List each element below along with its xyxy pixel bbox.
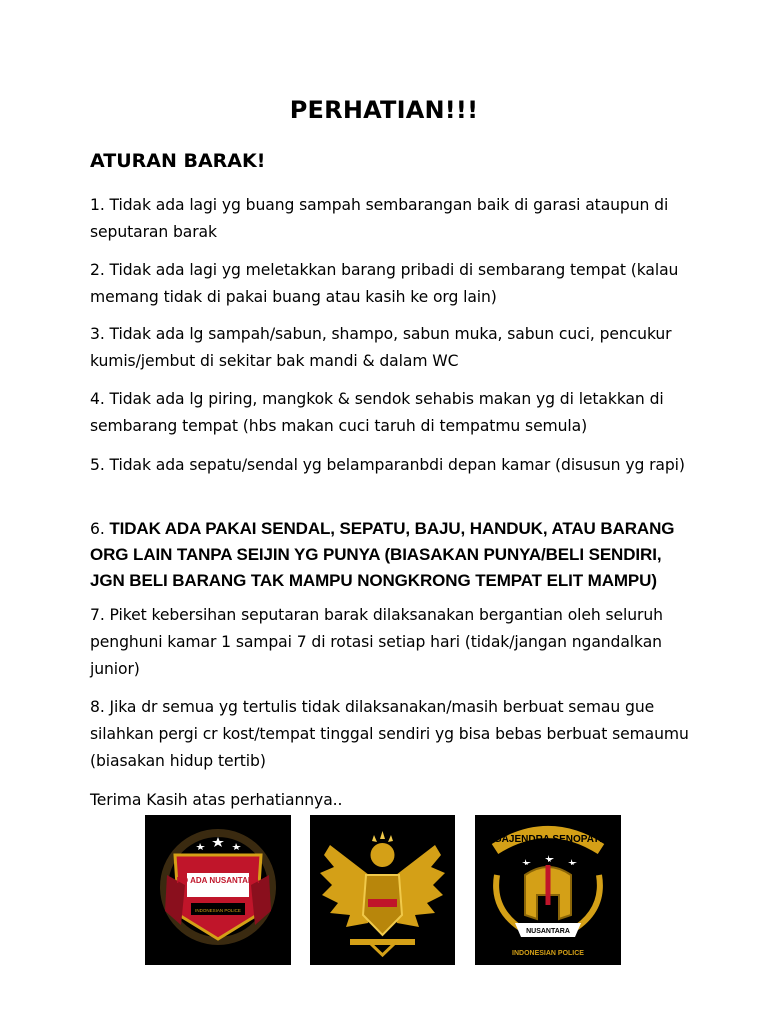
rule-7: 7. Piket kebersihan seputaran barak dilaksanakan bergantian oleh seluruh penghuni kamar 1 sampai 7 di rotasi setiap hari (tidak/jangan ngandalkan junior) (90, 606, 663, 678)
red-shield-emblem-icon (145, 815, 291, 965)
logo-1-text: PO ADA NUSANTARA (176, 876, 260, 885)
logo-3-text: GAJENDRA SENOPATI (493, 834, 603, 845)
rule-6-text: TIDAK ADA PAKAI SENDAL, SEPATU, BAJU, HANDUK, ATAU BARANG ORG LAIN TANPA SEIJIN YG PUNYA (BIASAKAN PUNYA/BELI SENDIRI, JGN BELI BARANG TAK MAMPU NONGKRONG TEMPAT ELIT MAMPU) (90, 519, 675, 590)
logo-1-sub: INDONESIAN POLICE (195, 908, 241, 913)
spartan-helmet-emblem-icon (475, 815, 621, 965)
logo-3-banner: NUSANTARA (526, 928, 570, 935)
logo-3-sub: INDONESIAN POLICE (512, 950, 584, 957)
closing-text: Terima Kasih atas perhatiannya.. (90, 791, 343, 809)
rule-1: 1. Tidak ada lagi yg buang sampah sembarangan baik di garasi ataupun di seputaran barak (90, 196, 669, 241)
rule-6-number: 6. (90, 520, 105, 538)
rule-6 (90, 516, 690, 594)
rule-4: 4. Tidak ada lg piring, mangkok & sendok sehabis makan yg di letakkan di sembarang tempat (hbs makan cuci taruh di tempatmu semula) (90, 390, 664, 435)
rule-5: 5. Tidak ada sepatu/sendal yg belamparanbdi depan kamar (disusun yg rapi) (90, 456, 685, 474)
rule-8: 8. Jika dr semua yg tertulis tidak dilaksanakan/masih berbuat semau gue silahkan pergi cr kost/tempat tinggal sendiri yg bisa bebas berbuat semaumu (biasakan hidup tertib) (90, 698, 689, 770)
rule-3: 3. Tidak ada lg sampah/sabun, shampo, sabun muka, sabun cuci, pencukur kumis/jembut di sekitar bak mandi & dalam WC (90, 325, 672, 370)
page-title: PERHATIAN!!! (289, 96, 479, 124)
section-heading: ATURAN BARAK! (90, 150, 266, 172)
rule-2: 2. Tidak ada lagi yg meletakkan barang pribadi di sembarang tempat (kalau memang tidak di pakai buang atau kasih ke org lain) (90, 261, 679, 306)
golden-eagle-emblem-icon (310, 815, 455, 965)
